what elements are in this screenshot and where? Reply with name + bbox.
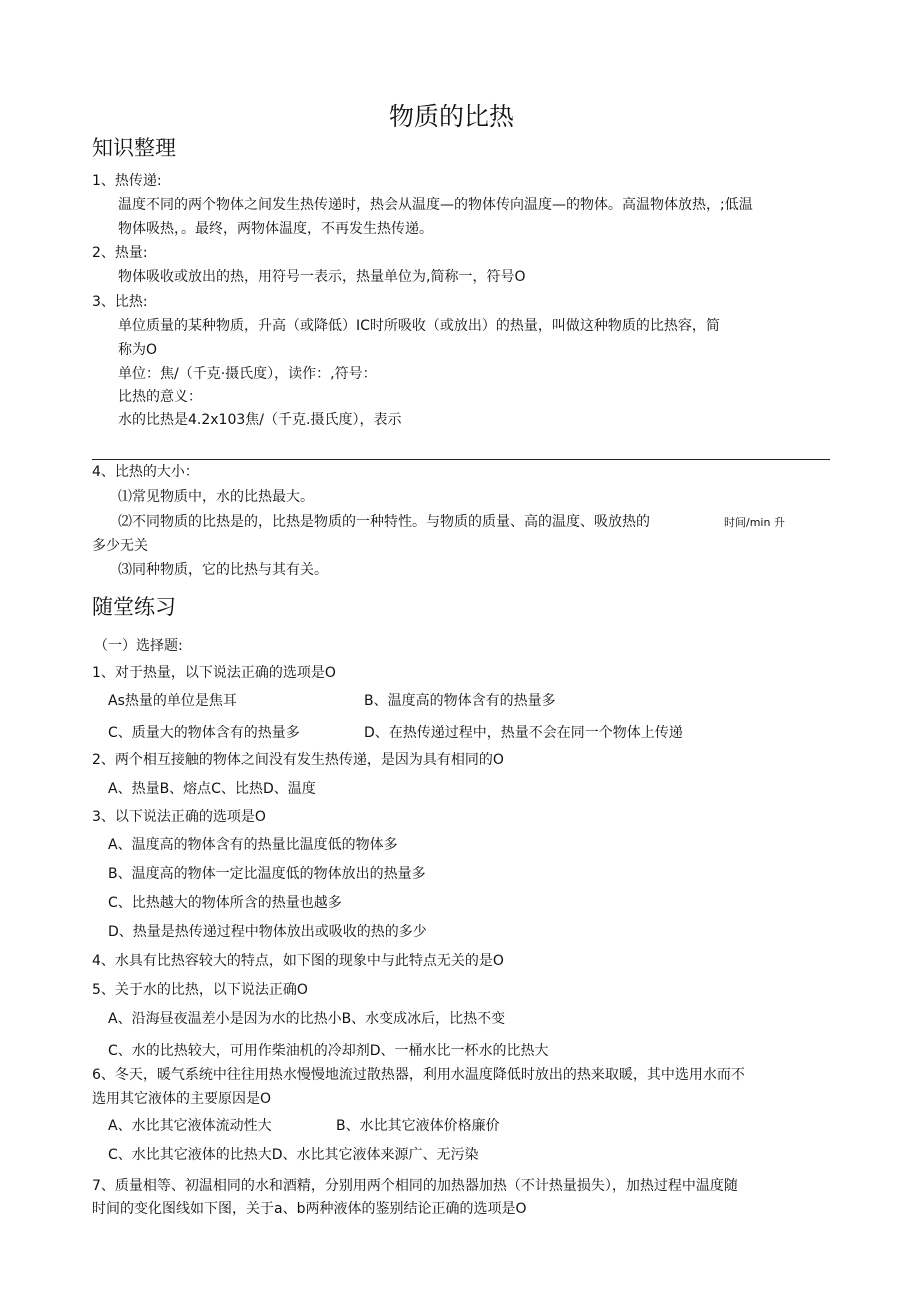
question-5-options-ab: A、沿海昼夜温差小是因为水的比热小B、水变成冰后，比热不变 bbox=[108, 1011, 506, 1027]
question-4: 4、水具有比热容较大的特点，如下图的现象中与此特点无关的是O bbox=[92, 953, 504, 969]
question-7-line2: 时间的变化图线如下图，关于a、b两种液体的鉴别结论正确的选项是O bbox=[92, 1201, 527, 1217]
page-title: 物质的比热 bbox=[389, 102, 515, 131]
question-6-line1: 6、冬天，暖气系统中往往用热水慢慢地流过散热器，利用水温度降低时放出的热来取暖，其中选用水而不 bbox=[92, 1067, 745, 1083]
question-6-option-b: B、水比其它液体价格廉价 bbox=[336, 1118, 500, 1134]
question-7-line1: 7、质量相等、初温相同的水和酒精，分别用两个相同的加热器加热（不计热量损失），加热过程中温度随 bbox=[92, 1178, 738, 1194]
question-1: 1、对于热量，以下说法正确的选项是O bbox=[92, 665, 336, 681]
item-4-point-2-cont: 多少无关 bbox=[92, 538, 148, 554]
question-1-option-a: As热量的单位是焦耳 bbox=[108, 693, 237, 709]
question-2: 2、两个相互接触的物体之间没有发生热传递，是因为具有相同的O bbox=[92, 752, 504, 768]
question-5-options-cd: C、水的比热较大，可用作柴油机的冷却剂D、一桶水比一杯水的比热大 bbox=[108, 1043, 549, 1059]
question-6-options-cd: C、水比其它液体的比热大D、水比其它液体来源广、无污染 bbox=[108, 1147, 479, 1163]
question-1-option-d: D、在热传递过程中，热量不会在同一个物体上传递 bbox=[364, 725, 683, 741]
question-3-option-c: C、比热越大的物体所含的热量也越多 bbox=[108, 895, 342, 911]
question-1-option-b: B、温度高的物体含有的热量多 bbox=[364, 693, 556, 709]
item-3-meaning: 比热的意义： bbox=[118, 389, 202, 405]
item-2-text: 物体吸收或放出的热，用符号一表示，热量单位为,简称一，符号O bbox=[118, 269, 526, 285]
answer-line bbox=[92, 459, 830, 460]
graph-axis-fragment: 时间/min 升 bbox=[724, 516, 785, 529]
question-3-option-b: B、温度高的物体一定比温度低的物体放出的热量多 bbox=[108, 866, 426, 882]
item-1-text-line2: 物体吸热，。最终，两物体温度，不再发生热传递。 bbox=[118, 221, 433, 237]
section-heading-practice: 随堂练习 bbox=[92, 595, 176, 619]
question-3: 3、以下说法正确的选项是O bbox=[92, 809, 266, 825]
item-2-heading: 2、热量: bbox=[92, 245, 148, 261]
question-2-options: A、热量B、熔点C、比热D、温度 bbox=[108, 781, 316, 797]
item-3-text-line1: 单位质量的某种物质，升高（或降低）IC时所吸收（或放出）的热量，叫做这种物质的比热容，简 bbox=[118, 318, 720, 334]
item-3-water-specific-heat: 水的比热是4.2x103焦/（千克.摄氏度），表示 bbox=[118, 412, 402, 428]
question-1-option-c: C、质量大的物体含有的热量多 bbox=[108, 725, 300, 741]
question-6-option-a: A、水比其它液体流动性大 bbox=[108, 1118, 272, 1134]
item-1-heading: 1、热传递: bbox=[92, 173, 162, 189]
question-3-option-d: D、热量是热传递过程中物体放出或吸收的热的多少 bbox=[108, 924, 427, 940]
item-4-point-2: ⑵不同物质的比热是的，比热是物质的一种特性。与物质的质量、高的温度、吸放热的 bbox=[118, 514, 650, 530]
item-3-heading: 3、比热: bbox=[92, 294, 148, 310]
item-1-text-line1: 温度不同的两个物体之间发生热传递时，热会从温度—的物体传向温度—的物体。高温物体放热，;低温 bbox=[118, 197, 753, 213]
subsection-choice: （一）选择题: bbox=[94, 638, 183, 654]
item-4-point-3: ⑶同种物质，它的比热与其有关。 bbox=[118, 562, 328, 578]
item-3-text-line2: 称为O bbox=[118, 342, 158, 358]
section-heading-knowledge: 知识整理 bbox=[92, 136, 176, 160]
item-4-point-1: ⑴常见物质中，水的比热最大。 bbox=[118, 489, 314, 505]
item-4-heading: 4、比热的大小： bbox=[92, 464, 199, 480]
question-3-option-a: A、温度高的物体含有的热量比温度低的物体多 bbox=[108, 837, 398, 853]
question-6-line2: 选用其它液体的主要原因是O bbox=[92, 1091, 272, 1107]
item-3-unit: 单位：焦/（千克·摄氏度），读作：,符号： bbox=[118, 366, 377, 382]
question-5: 5、关于水的比热，以下说法正确O bbox=[92, 982, 308, 998]
